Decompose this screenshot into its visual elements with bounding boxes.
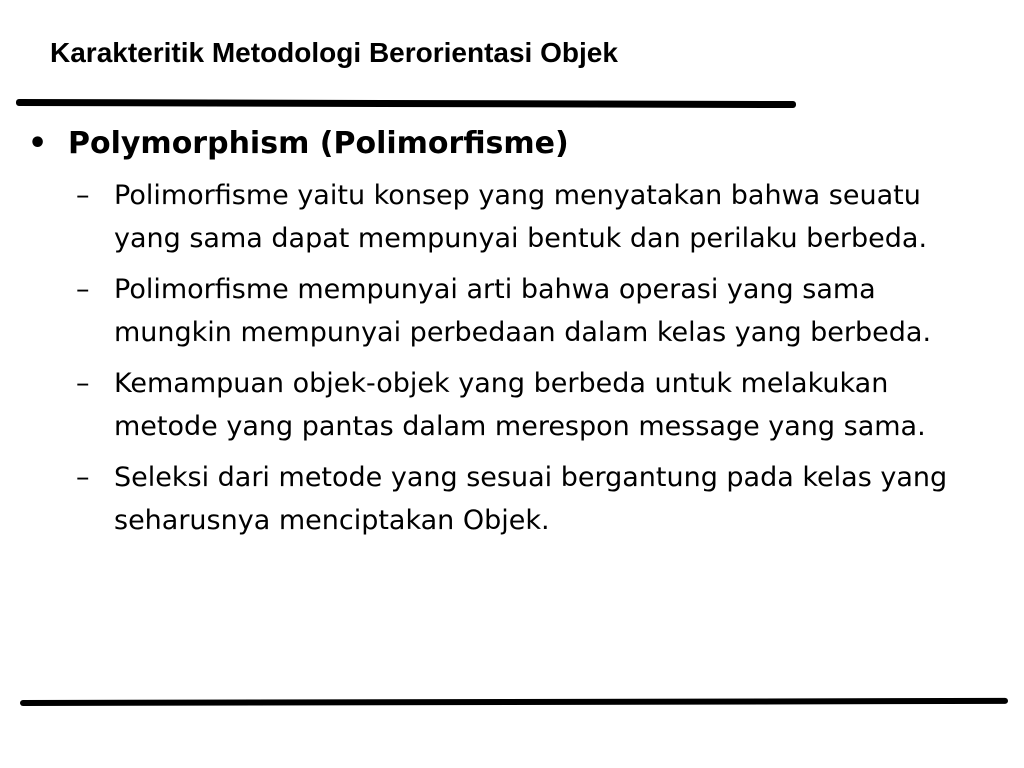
sub-point [76,456,956,542]
sub-point-text: Polimorfisme mempunyai arti bahwa operasi yang sama mungkin mempunyai perbedaan dalam kelas yang berbeda. [114,274,932,348]
dash-marker: – [76,180,90,211]
dash-marker: – [76,368,90,399]
footer-divider [20,698,1008,706]
bullet-dot: • [28,126,48,161]
slide-content [28,122,988,550]
sub-point [76,174,956,260]
dash-marker: – [76,274,90,305]
sub-point-text: Seleksi dari metode yang sesuai bergantung pada kelas yang seharusnya menciptakan Objek. [114,462,948,536]
bullet-heading [28,122,988,166]
title-divider [16,99,796,108]
sub-point-list [28,174,988,542]
dash-marker: – [76,462,90,493]
sub-point-text: Kemampuan objek-objek yang berbeda untuk melakukan metode yang pantas dalam merespon message yang sama. [114,368,926,442]
sub-point-text: Polimorfisme yaitu konsep yang menyatakan bahwa seuatu yang sama dapat mempunyai bentuk dan perilaku berbeda. [114,180,928,254]
slide-title: Karakteritik Metodologi Berorientasi Objek [50,37,618,68]
bullet-heading-text: Polymorphism (Polimorfisme) [68,126,569,161]
sub-point [76,268,956,354]
sub-point [76,362,956,448]
